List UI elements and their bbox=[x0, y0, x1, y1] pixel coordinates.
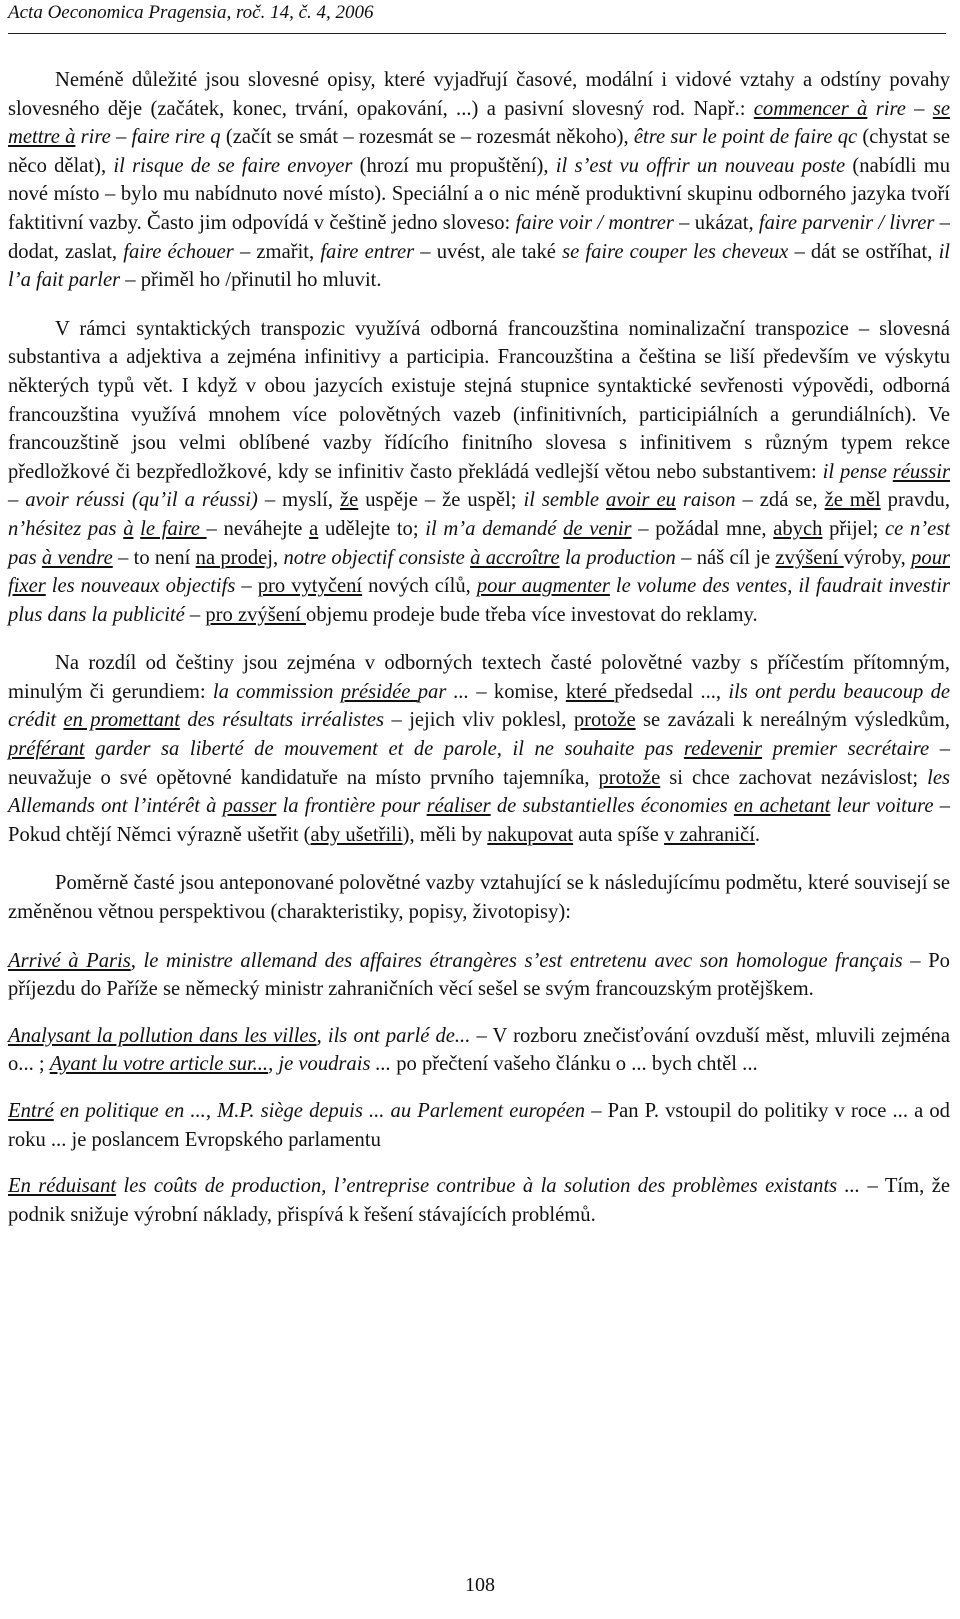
underlined-text: en achetant bbox=[733, 795, 831, 818]
underlined-text: pour augmenter bbox=[476, 575, 610, 598]
text-run: po přečtení vašeho článku o ... bych chtěl ... bbox=[391, 1053, 758, 1076]
italic-text: ils ont perdu beaucoup de crédit bbox=[8, 680, 951, 732]
example-paragraph bbox=[8, 947, 950, 1004]
italic-text: raison bbox=[675, 489, 736, 512]
text-run: – V rozboru znečisťování ovzduší měst, mluvili zejména o... ; bbox=[8, 1024, 950, 1076]
paragraph bbox=[8, 66, 950, 295]
italic-text: des résultats irréalistes bbox=[179, 709, 385, 732]
text-run: – zmařit, bbox=[233, 240, 321, 263]
italic-text: faire échouer bbox=[123, 240, 234, 263]
italic-text: se faire couper les cheveux bbox=[562, 240, 789, 263]
text-run: V rámci syntaktických transpozic využívá odborná francouzština nominalizační transpozice – slovesná substantiva a adjektiva a zejména infinitivy a participia. Francouzština a čeština se liší především ve výskytu některých typů vět. I když v obou jazycích existuje stejná stupnice syntaktické sevřenosti výpovědi, odborná francouzština využívá mnohem více polovětných vazeb (infinitivních, participiálních a gerundiálních). Ve francouzštině jsou velmi oblíbené vazby řídícího finitního slovesa s infinitivem s různým typem rekce předložkové či bezpředložkové, kdy se infinitiv často překládá vedlejší větou nebo substantivem: bbox=[8, 317, 950, 483]
text-run: – náš cíl je bbox=[675, 546, 776, 569]
italic-text: ce n’est pas bbox=[8, 517, 950, 569]
underlined-text: a bbox=[309, 517, 319, 540]
text-run: ), měli by bbox=[402, 823, 488, 846]
italic-text: il l’a fait parler bbox=[8, 240, 951, 292]
italic-text: faire entrer bbox=[320, 240, 415, 263]
paragraph bbox=[8, 649, 950, 849]
underlined-text: à vendre bbox=[41, 546, 113, 569]
text-run: přijel; bbox=[822, 517, 885, 540]
running-header: Acta Oeconomica Pragensia, roč. 14, č. 4, 2006 bbox=[8, 2, 374, 23]
underlined-text: pro vytyčení bbox=[257, 575, 363, 598]
underlined-text: en promettant bbox=[63, 709, 180, 732]
italic-text: premier secrétaire bbox=[762, 738, 930, 761]
italic-text: les coûts de production, l’entreprise contribue à la solution des problèmes existants ... bbox=[116, 1175, 861, 1198]
underlined-text: préférant bbox=[8, 738, 85, 761]
italic-text: faire voir / montrer bbox=[515, 211, 674, 234]
italic-text: il m’a demandé bbox=[425, 517, 564, 540]
underlined-text: že měl bbox=[824, 489, 881, 512]
underlined-text: které bbox=[565, 680, 615, 703]
text-run: si chce zachovat nezávislost; bbox=[660, 766, 928, 789]
text-run: – Pokud chtějí Němci výrazně ušetřit ( bbox=[8, 795, 950, 846]
text-run: objemu prodeje bude třeba více investovat do reklamy. bbox=[306, 603, 758, 626]
underlined-text: réussir bbox=[892, 460, 950, 483]
italic-text: il pense bbox=[822, 460, 893, 483]
text-run: – jejich vliv poklesl, bbox=[384, 709, 574, 732]
text-run: předsedal ..., bbox=[614, 680, 729, 703]
text-run: (chystat se něco dělat), bbox=[8, 126, 950, 177]
text-run: výroby, bbox=[843, 546, 912, 569]
underlined-text: že bbox=[340, 489, 359, 512]
italic-text: , le ministre allemand des affaires étrangères s’est entretenu avec son homologue français bbox=[130, 949, 903, 972]
page-number: 108 bbox=[465, 1574, 495, 1596]
underlined-text: à accroître bbox=[470, 546, 560, 569]
italic-text: faire parvenir / livrer bbox=[758, 211, 935, 234]
article-body bbox=[8, 66, 950, 1247]
text-run: – požádal mne, bbox=[631, 517, 774, 540]
text-run: – Pan P. vstoupil do politiky v roce ... a od roku ... je poslancem Evropského parlamentu bbox=[8, 1100, 950, 1151]
underlined-text: pro zvýšení bbox=[205, 603, 307, 626]
text-run: – přiměl ho /přinutil ho mluvit. bbox=[120, 269, 382, 292]
italic-text: la commission bbox=[212, 680, 341, 703]
text-run: pravdu, bbox=[880, 489, 950, 512]
text-run: – to není bbox=[112, 546, 196, 569]
italic-text: , ils ont parlé de... bbox=[316, 1024, 471, 1047]
italic-text: – avoir réussi (qu’il a réussi) bbox=[8, 489, 258, 512]
text-run: – ukázat, bbox=[673, 211, 759, 234]
italic-text: les Allemands ont l’intérêt à bbox=[8, 766, 950, 818]
underlined-text: se mettre à bbox=[8, 97, 950, 149]
text-run: – neuvažuje o své opětovné kandidatuře na místo prvního tajemníka, bbox=[8, 738, 950, 789]
text-run: – bbox=[184, 603, 206, 626]
underlined-text: redevenir bbox=[683, 738, 763, 761]
text-run: (hrozí mu propuštění), bbox=[352, 154, 556, 177]
underlined-text: v zahraničí bbox=[664, 823, 755, 846]
italic-text: , je voudrais ... bbox=[268, 1053, 392, 1076]
italic-text: en politique en ..., M.P. siège depuis ... au Parlement européen bbox=[53, 1100, 586, 1122]
paragraph bbox=[8, 315, 950, 630]
text-run: – dodat, zaslat, bbox=[8, 211, 950, 263]
text-run: – zdá se, bbox=[735, 489, 825, 512]
example-paragraph bbox=[8, 1022, 950, 1079]
italic-text: il semble bbox=[523, 489, 607, 512]
text-run: udělejte to; bbox=[318, 517, 426, 540]
example-paragraph bbox=[8, 1172, 950, 1229]
italic-text: la frontière pour bbox=[276, 795, 427, 818]
italic-text: il risque de se faire envoyer bbox=[113, 154, 353, 177]
text-run: – dát se ostříhat, bbox=[788, 240, 939, 263]
paragraph bbox=[8, 869, 950, 926]
italic-text: par ... bbox=[417, 680, 470, 703]
underlined-text: le faire bbox=[140, 517, 207, 540]
text-run: se zavázali k nereálným výsledkům, bbox=[635, 709, 950, 732]
text-run: – neváhejte bbox=[206, 517, 310, 540]
italic-text: la production bbox=[559, 546, 676, 569]
header-divider bbox=[8, 33, 946, 34]
text-run: (začít se smát – rozesmát se – rozesmát někoho), bbox=[220, 126, 634, 149]
underlined-text: Entré bbox=[8, 1100, 54, 1122]
italic-text: n’hésitez pas bbox=[8, 517, 124, 540]
underlined-text: zvýšení bbox=[775, 546, 844, 569]
underlined-text: Arrivé à Paris bbox=[8, 949, 131, 972]
italic-text: être sur le point de faire qc bbox=[633, 126, 858, 149]
underlined-text: à bbox=[123, 517, 134, 540]
italic-text: rire – faire rire q bbox=[75, 126, 221, 149]
text-run: nových cílů, bbox=[362, 575, 477, 598]
italic-text: les nouveaux objectifs bbox=[45, 575, 236, 598]
text-run: . bbox=[754, 823, 761, 846]
text-run: – Po příjezdu do Paříže se německý ministr zahraničních věcí sešel se svým francouzským protějškem. bbox=[8, 949, 950, 1001]
text-run: auta spíše bbox=[573, 823, 665, 846]
text-run: Na rozdíl od češtiny jsou zejména v odborných textech časté polovětné vazby s příčestím přítomným, minulým či gerundiem: bbox=[8, 652, 950, 703]
underlined-text: Ayant lu votre article sur... bbox=[49, 1053, 269, 1076]
text-run: – komise, bbox=[469, 680, 566, 703]
text-run: – bbox=[235, 575, 258, 598]
example-paragraph bbox=[8, 1097, 950, 1154]
text-run: , bbox=[273, 546, 284, 569]
italic-text: leur voiture bbox=[830, 795, 934, 818]
underlined-text: nakupovat bbox=[487, 823, 574, 846]
underlined-text: En réduisant bbox=[8, 1175, 117, 1198]
italic-text: rire – bbox=[867, 97, 933, 120]
underlined-text: présidée bbox=[340, 680, 418, 703]
italic-text: le volume des ventes, il faudrait investir plus dans la publicité bbox=[8, 575, 950, 626]
text-run: (nabídli mu nové místo – bylo mu nabídnuto nové místo). Speciální a o nic méně produktivní skupinu odborného jazyka tvoří faktitivní vazby. Často jim odpovídá v češtině jedno sloveso: bbox=[8, 154, 951, 234]
text-run: – uvést, ale také bbox=[414, 240, 563, 263]
text-run: – myslí, bbox=[257, 489, 340, 512]
underlined-text: avoir eu bbox=[606, 489, 676, 512]
italic-text: notre objectif consiste bbox=[283, 546, 471, 569]
underlined-text: protože bbox=[598, 766, 661, 789]
underlined-text: commencer à bbox=[753, 97, 868, 120]
text-run: – Tím, že podnik snižuje výrobní náklady, přispívá k řešení stávajících problémů. bbox=[8, 1175, 951, 1226]
text-run: Neméně důležité jsou slovesné opisy, které vyjadřují časové, modální i vidové vztahy a odstíny povahy slovesného děje (začátek, konec, trvání, opakování, ...) a pasivní slovesný rod. Např.: bbox=[8, 69, 950, 120]
underlined-text: abych bbox=[773, 517, 823, 540]
underlined-text: Analysant la pollution dans les villes bbox=[8, 1024, 317, 1047]
underlined-text: passer bbox=[222, 795, 277, 818]
underlined-text: pour fixer bbox=[8, 546, 951, 598]
italic-text: garder sa liberté de mouvement et de parole, il ne souhaite pas bbox=[84, 738, 684, 761]
underlined-text: protože bbox=[573, 709, 636, 732]
italic-text: il s’est vu offrir un nouveau poste bbox=[555, 154, 846, 177]
underlined-text: réaliser bbox=[426, 795, 491, 818]
text-run: Poměrně časté jsou anteponované polovětné vazby vztahující se k následujícímu podmětu, které souvisejí se změněnou větnou perspektivou (charakteristiky, popisy, životopisy): bbox=[8, 872, 950, 924]
underlined-text: de venir bbox=[563, 517, 632, 540]
text-run: uspěje – že uspěl; bbox=[358, 489, 524, 512]
italic-text: de substantielles économies bbox=[490, 795, 734, 818]
underlined-text: aby ušetřili bbox=[310, 823, 403, 846]
underlined-text: na prodej bbox=[195, 546, 273, 569]
